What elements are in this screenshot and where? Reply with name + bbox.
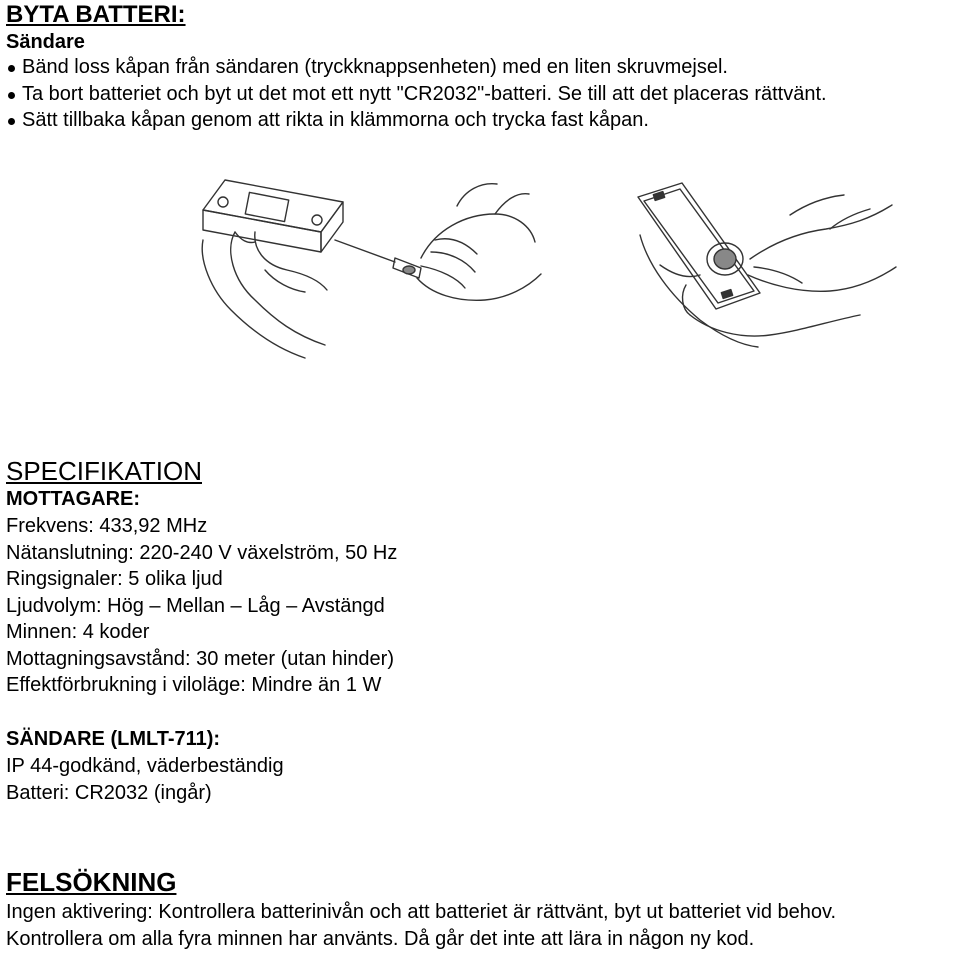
receiver-memories: Minnen: 4 koder bbox=[6, 621, 150, 643]
receiver-range: Mottagningsavstånd: 30 meter (utan hinder) bbox=[6, 647, 394, 670]
receiver-ringtones: Ringsignaler: 5 olika ljud bbox=[6, 568, 223, 590]
receiver-power: Nätanslutning: 220-240 V växelström, 50 Hz bbox=[6, 541, 398, 564]
spec-section-title: SPECIFIKATION bbox=[6, 456, 202, 486]
replace-battery-illustration bbox=[630, 175, 900, 350]
pry-cover-illustration bbox=[195, 170, 545, 360]
battery-steps-list bbox=[6, 54, 827, 134]
transmitter-spec-list bbox=[6, 753, 284, 806]
transmitter-heading: SÄNDARE (LMLT-711): bbox=[6, 728, 221, 750]
troubleshooting-list bbox=[6, 899, 836, 952]
receiver-volume: Ljudvolym: Hög – Mellan – Låg – Avstängd bbox=[6, 594, 385, 617]
transmitter-ip-rating: IP 44-godkänd, väderbeständig bbox=[6, 755, 284, 777]
battery-section-title: BYTA BATTERI: bbox=[6, 1, 186, 28]
battery-step-1: Bänd loss kåpan från sändaren (tryckknappsenheten) med en liten skruvmejsel. bbox=[6, 54, 827, 81]
transmitter-battery: Batteri: CR2032 (ingår) bbox=[6, 781, 212, 804]
receiver-spec-list bbox=[6, 513, 397, 699]
receiver-standby-power: Effektförbrukning i viloläge: Mindre än 1 W bbox=[6, 674, 382, 696]
receiver-heading: MOTTAGARE: bbox=[6, 488, 141, 510]
battery-step-3: Sätt tillbaka kåpan genom att rikta in klämmorna och trycka fast kåpan. bbox=[6, 107, 827, 134]
troubleshooting-line-1: Ingen aktivering: Kontrollera batterinivån och att batteriet är rättvänt, byt ut batteriet vid behov. bbox=[6, 901, 837, 923]
troubleshooting-section-title: FELSÖKNING bbox=[6, 867, 177, 897]
battery-step-2: Ta bort batteriet och byt ut det mot ett nytt "CR2032"-batteri. Se till att det placeras rättvänt. bbox=[6, 81, 827, 108]
battery-subtitle: Sändare bbox=[6, 31, 85, 53]
receiver-frequency: Frekvens: 433,92 MHz bbox=[6, 515, 208, 537]
troubleshooting-line-2: Kontrollera om alla fyra minnen har använts. Då går det inte att lära in någon ny kod. bbox=[6, 927, 755, 950]
